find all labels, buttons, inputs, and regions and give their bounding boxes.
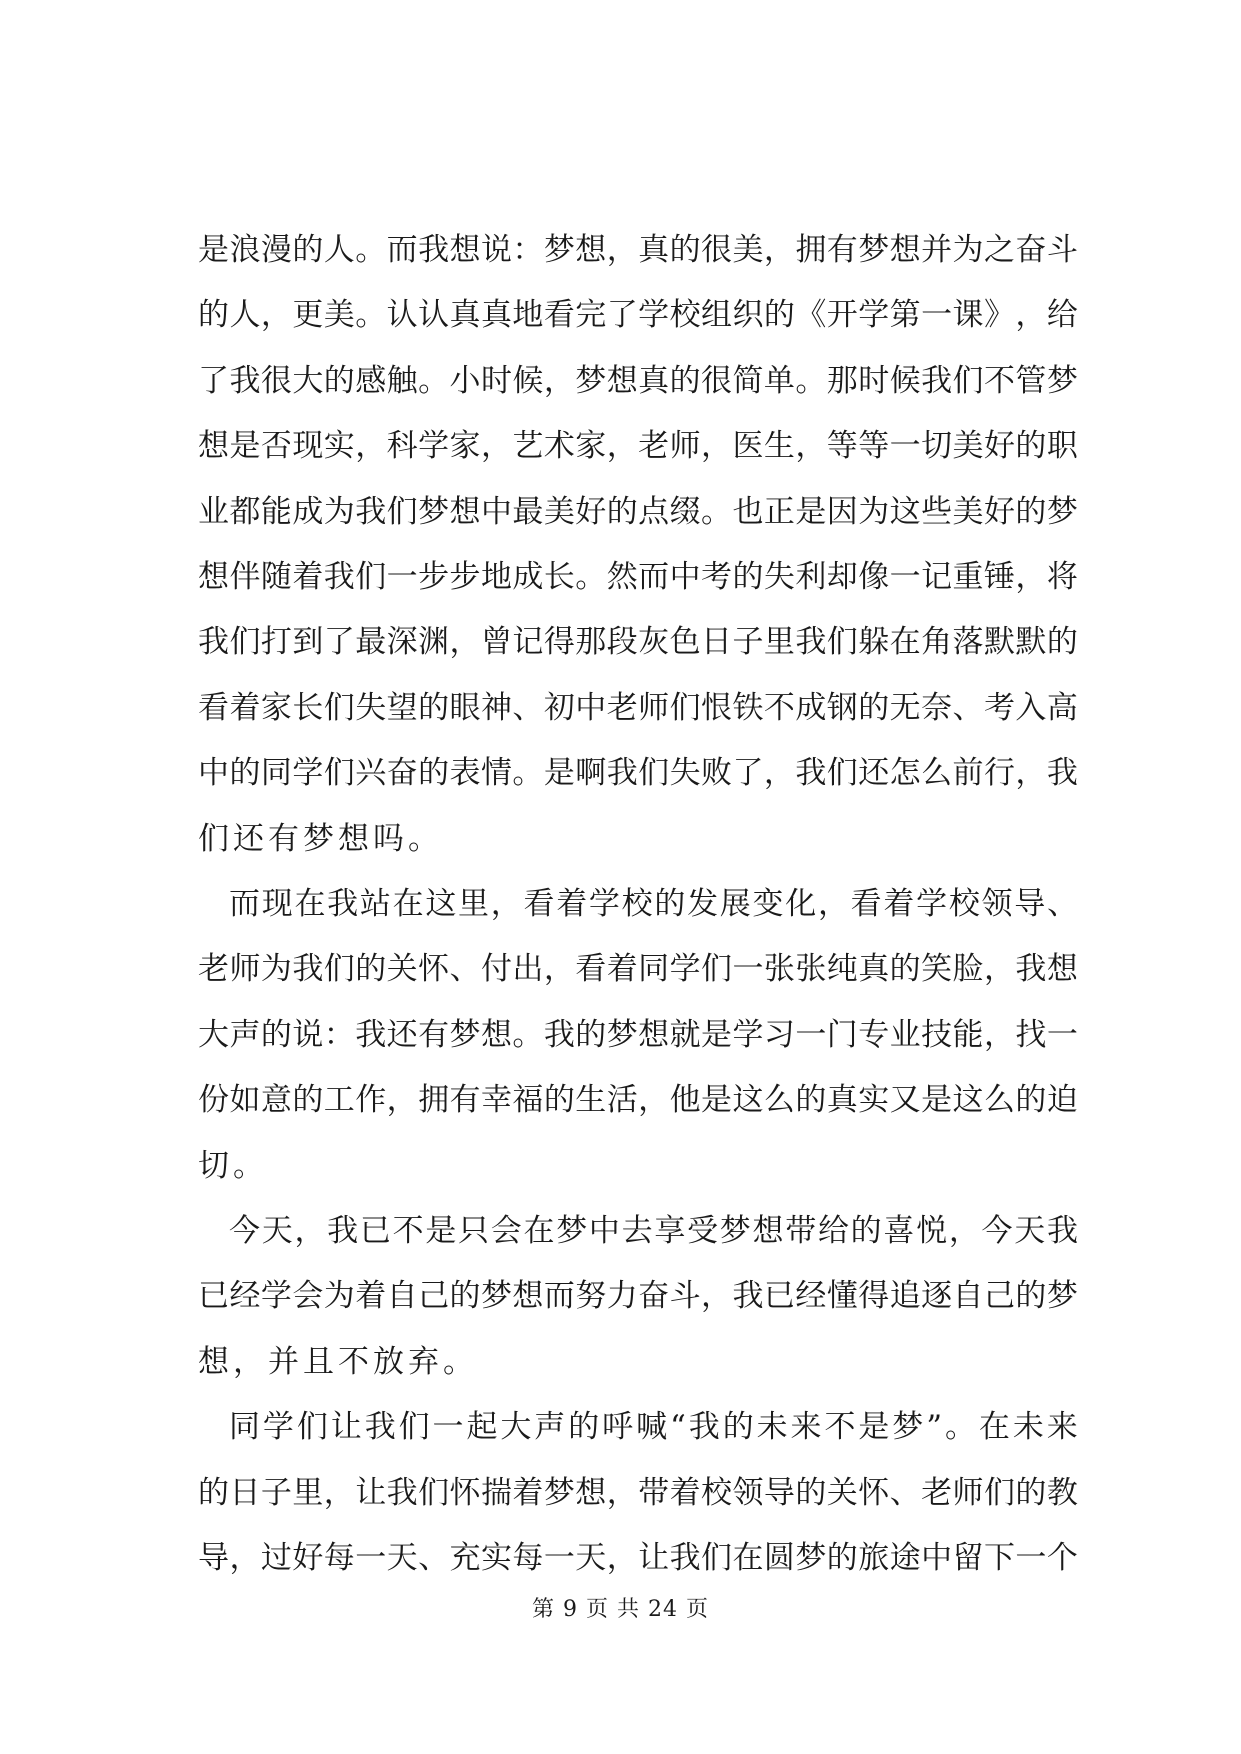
text-line: 已 经 学 会 为 着 自 己 的 梦 想 而 努 力 奋 斗 ， 我 已 经 懂 得 追 逐 自 己 的 梦 xyxy=(198,1278,1078,1314)
text-line: 们还有梦想吗。 xyxy=(198,821,443,857)
text-line: 的 人 ， 更 美 。 认 认 真 真 地 看 完 了 学 校 组 织 的 《 开 学 第 一 课 》 ， 给 xyxy=(198,297,1078,333)
text-line: 份 如 意 的 工 作 ， 拥 有 幸 福 的 生 活 ， 他 是 这 么 的 真 实 又 是 这 么 的 迫 xyxy=(198,1082,1078,1118)
text-line: 同 学 们 让 我 们 一 起 大 声 的 呼 喊 “ 我 的 未 来 不 是 梦 ” 。 在 未 来 xyxy=(229,1409,1078,1445)
text-line: 想，并且不放弃。 xyxy=(198,1344,478,1380)
page-footer: 第 9 页 共 24 页 xyxy=(532,1597,709,1622)
text-line: 了 我 很 大 的 感 触 。 小 时 候 ， 梦 想 真 的 很 简 单 。 那 时 候 我 们 不 管 梦 xyxy=(198,363,1078,399)
text-line: 想 是 否 现 实 ， 科 学 家 ， 艺 术 家 ， 老 师 ， 医 生 ， 等 等 一 切 美 好 的 职 xyxy=(198,428,1078,464)
text-line: 大 声 的 说 ： 我 还 有 梦 想 。 我 的 梦 想 就 是 学 习 一 门 专 业 技 能 ， 找 一 xyxy=(198,1017,1078,1053)
text-line: 中 的 同 学 们 兴 奋 的 表 情 。 是 啊 我 们 失 败 了 ， 我 们 还 怎 么 前 行 ， 我 xyxy=(198,755,1078,791)
text-line: 的 日 子 里 ， 让 我 们 怀 揣 着 梦 想 ， 带 着 校 领 导 的 关 怀 、 老 师 们 的 教 xyxy=(198,1475,1078,1511)
text-line: 导 ， 过 好 每 一 天 、 充 实 每 一 天 ， 让 我 们 在 圆 梦 的 旅 途 中 留 下 一 个 xyxy=(198,1540,1078,1576)
text-line: 我 们 打 到 了 最 深 渊 ， 曾 记 得 那 段 灰 色 日 子 里 我 们 躲 在 角 落 默 默 的 xyxy=(198,624,1078,660)
text-line: 而 现 在 我 站 在 这 里 ， 看 着 学 校 的 发 展 变 化 ， 看 着 学 校 领 导 、 xyxy=(229,886,1078,922)
text-line: 想 伴 随 着 我 们 一 步 步 地 成 长 。 然 而 中 考 的 失 利 却 像 一 记 重 锤 ， 将 xyxy=(198,559,1078,595)
text-line: 业 都 能 成 为 我 们 梦 想 中 最 美 好 的 点 缀 。 也 正 是 因 为 这 些 美 好 的 梦 xyxy=(198,494,1078,530)
text-line: 是 浪 漫 的 人 。 而 我 想 说 ： 梦 想 ， 真 的 很 美 ， 拥 有 梦 想 并 为 之 奋 斗 xyxy=(198,232,1078,268)
text-line: 老 师 为 我 们 的 关 怀 、 付 出 ， 看 着 同 学 们 一 张 张 纯 真 的 笑 脸 ， 我 想 xyxy=(198,951,1078,987)
text-line: 今 天 ， 我 已 不 是 只 会 在 梦 中 去 享 受 梦 想 带 给 的 喜 悦 ， 今 天 我 xyxy=(229,1213,1078,1249)
text-line: 看 着 家 长 们 失 望 的 眼 神 、 初 中 老 师 们 恨 铁 不 成 钢 的 无 奈 、 考 入 高 xyxy=(198,690,1078,726)
text-line: 切。 xyxy=(198,1148,268,1184)
